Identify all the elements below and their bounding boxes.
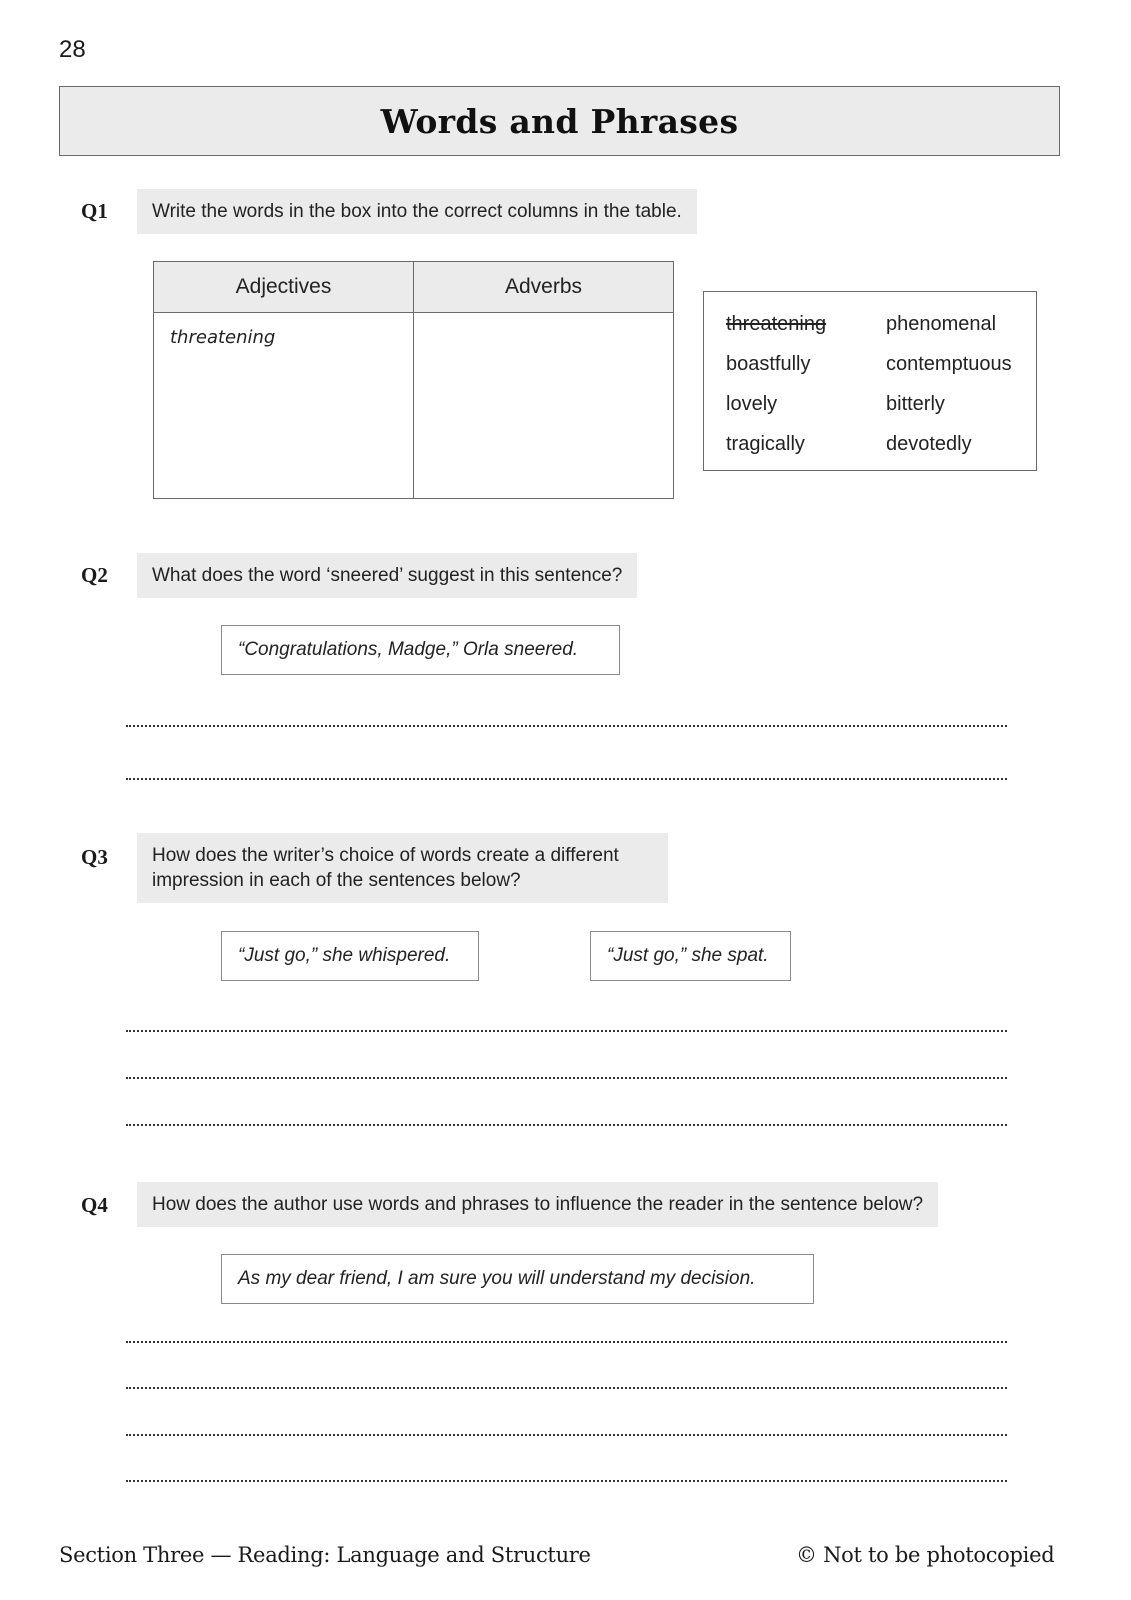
column-header-adverbs: Adverbs	[414, 262, 674, 313]
answer-line[interactable]	[126, 1077, 1007, 1079]
word-bank-item: threatening	[726, 313, 827, 335]
answer-line[interactable]	[126, 1341, 1007, 1343]
word-bank-item: boastfully	[726, 353, 811, 375]
quote-box-q2: “Congratulations, Madge,” Orla sneered.	[221, 625, 620, 675]
word-bank-item: bitterly	[886, 393, 945, 415]
quote-box-q4: As my dear friend, I am sure you will understand my decision.	[221, 1254, 814, 1304]
answer-line[interactable]	[126, 1480, 1007, 1482]
word-bank-item: tragically	[726, 433, 805, 455]
question-label-q1: Q1	[81, 199, 108, 223]
answer-line[interactable]	[126, 1030, 1007, 1032]
footer-copyright: © Not to be photocopied	[796, 1543, 1055, 1567]
word-bank-item: phenomenal	[886, 313, 997, 335]
answer-line[interactable]	[126, 778, 1007, 780]
question-label-q2: Q2	[81, 563, 108, 587]
adverbs-answer-cell[interactable]	[414, 313, 674, 499]
page-title-banner	[59, 86, 1060, 156]
word-bank-box	[703, 291, 1037, 471]
page-title: Words and Phrases	[380, 101, 739, 141]
answer-line[interactable]	[126, 725, 1007, 727]
answer-line[interactable]	[126, 1387, 1007, 1389]
question-prompt-q1: Write the words in the box into the correct columns in the table.	[137, 189, 697, 234]
answer-line[interactable]	[126, 1434, 1007, 1436]
footer-section-title: Section Three — Reading: Language and Structure	[59, 1543, 591, 1567]
question-prompt-q3-line2: impression in each of the sentences below?	[152, 870, 521, 891]
question-prompt-q3-line1: How does the writer’s choice of words create a different	[152, 845, 619, 866]
quote-box-q3-whispered: “Just go,” she whispered.	[221, 931, 479, 981]
question-prompt-q2: What does the word ‘sneered’ suggest in this sentence?	[137, 553, 637, 598]
question-label-q3: Q3	[81, 845, 108, 869]
adjectives-answer-cell[interactable]	[154, 313, 414, 499]
question-prompt-q4: How does the author use words and phrases to influence the reader in the sentence below?	[137, 1182, 938, 1227]
word-bank-item: contemptuous	[886, 353, 1012, 375]
question-prompt-q3	[137, 833, 668, 903]
adjectives-entry: threatening	[170, 327, 276, 348]
page-number: 28	[59, 36, 86, 63]
question-label-q4: Q4	[81, 1193, 108, 1217]
quote-box-q3-spat: “Just go,” she spat.	[590, 931, 791, 981]
answer-line[interactable]	[126, 1124, 1007, 1126]
word-bank-item: lovely	[726, 393, 778, 415]
word-bank-item: devotedly	[886, 433, 972, 455]
word-sort-table	[153, 261, 674, 499]
column-header-adjectives: Adjectives	[154, 262, 414, 313]
